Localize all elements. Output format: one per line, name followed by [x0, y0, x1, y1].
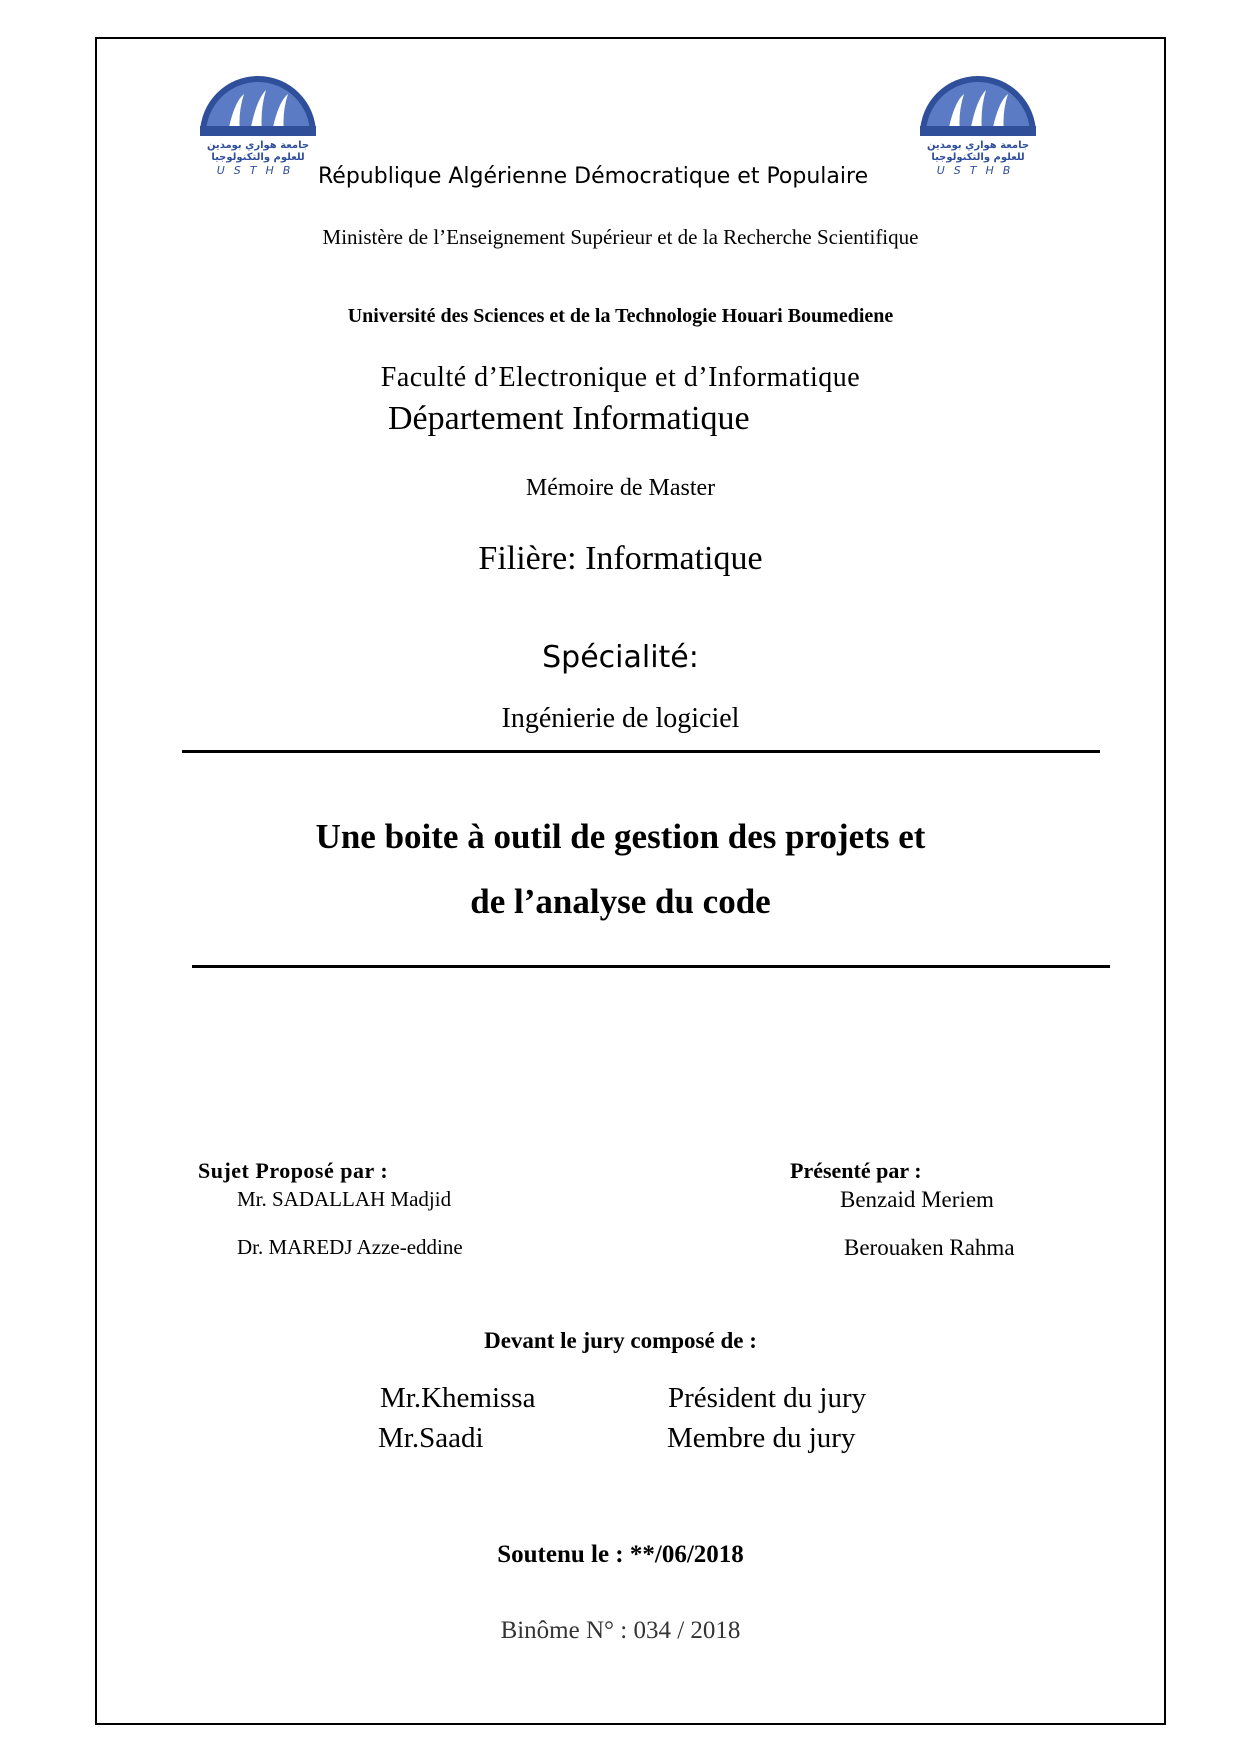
student-name: Berouaken Rahma — [844, 1235, 1015, 1260]
university-line: Université des Sciences et de la Technologie Houari Boumediene — [347, 305, 894, 327]
student-name: Benzaid Meriem — [840, 1187, 994, 1212]
supervisor-name: Dr. MAREDJ Azze-eddine — [237, 1235, 463, 1259]
title-rule-top — [182, 750, 1100, 753]
svg-text:للعلوم والتكنولوجيا: للعلوم والتكنولوجيا — [931, 152, 1025, 163]
jury-member-role: Membre du jury — [667, 1422, 856, 1454]
supervisors-label: Sujet Proposé par : — [198, 1158, 389, 1183]
students-label: Présenté par : — [790, 1158, 922, 1183]
page-border — [95, 37, 1166, 1725]
svg-text:جامعة هواري بومدين: جامعة هواري بومدين — [206, 140, 310, 151]
usthb-emblem-icon — [918, 72, 1038, 187]
title-rule-bottom — [192, 965, 1110, 968]
jury-member-name: Mr.Khemissa — [380, 1382, 536, 1414]
svg-text:USTHB: USTHB — [936, 164, 1020, 177]
supervisor-name: Mr. SADALLAH Madjid — [237, 1187, 452, 1211]
thesis-title-line1: Une boite à outil de gestion des projets et — [315, 817, 926, 856]
memoire-type: Mémoire de Master — [525, 475, 716, 501]
specialite-value: Ingénierie de logiciel — [501, 703, 740, 734]
usthb-emblem-icon — [198, 72, 318, 187]
jury-member-name: Mr.Saadi — [378, 1422, 484, 1454]
svg-text:جامعة هواري بومدين: جامعة هواري بومدين — [926, 140, 1030, 151]
binome-number: Binôme N° : 034 / 2018 — [500, 1617, 741, 1644]
department-line: Département Informatique — [388, 400, 750, 437]
usthb-logo-right — [918, 72, 1038, 187]
jury-member-role: Président du jury — [668, 1382, 867, 1414]
thesis-title-line2: de l’analyse du code — [470, 882, 771, 921]
ministry-line: Ministère de l’Enseignement Supérieur et de la Recherche Scientifique — [322, 225, 919, 249]
svg-text:USTHB: USTHB — [216, 164, 300, 177]
republic-line: République Algérienne Démocratique et Populaire — [318, 164, 869, 189]
jury-label: Devant le jury composé de : — [484, 1328, 757, 1353]
faculty-line: Faculté d’Electronique et d’Informatique — [380, 362, 861, 393]
specialite-label: Spécialité: — [542, 640, 699, 675]
svg-text:للعلوم والتكنولوجيا: للعلوم والتكنولوجيا — [211, 152, 305, 163]
filiere-line: Filière: Informatique — [478, 540, 763, 577]
usthb-logo-left — [198, 72, 318, 187]
defense-date: Soutenu le : **/06/2018 — [497, 1541, 744, 1568]
